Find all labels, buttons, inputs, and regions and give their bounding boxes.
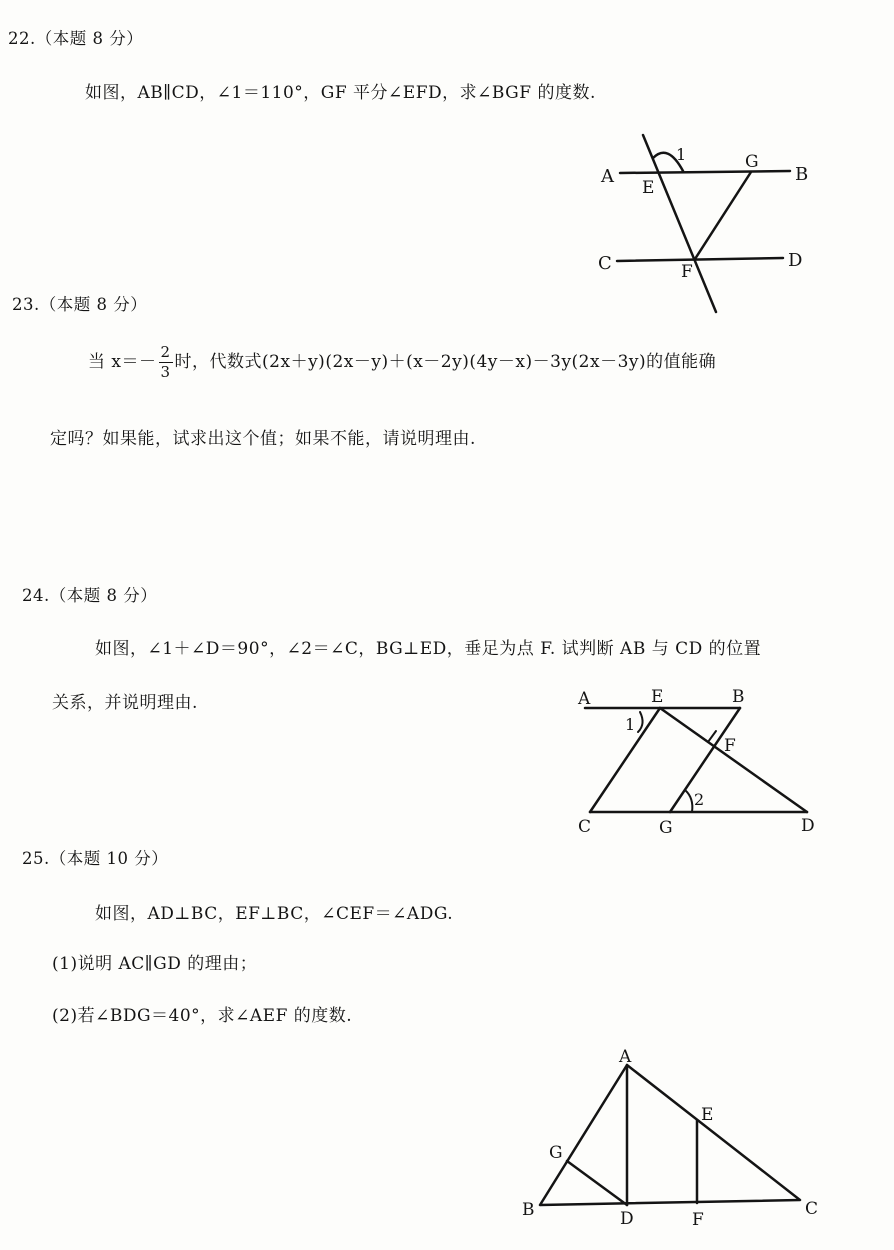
fig25-label-f: F [692,1210,704,1230]
fig24-label-angle1: 1 [625,715,636,734]
q25-line1: 如图，AD⊥BC，EF⊥BC，∠CEF＝∠ADG. [95,904,454,924]
fig24-label-e: E [651,687,664,707]
q23-line1-before: 当 x＝－ [88,352,157,372]
fig25-label-d: D [620,1209,634,1229]
fig22-label-g: G [745,152,759,172]
q24-line1: 如图，∠1＋∠D＝90°，∠2＝∠C，BG⊥ED，垂足为点 F. 试判断 AB 与 CD 的位置 [95,639,762,659]
fraction-denominator: 3 [160,363,171,381]
fig25-label-a: A [619,1047,632,1067]
q24-line2: 关系，并说明理由. [52,693,198,713]
fig24-label-c: C [578,817,592,837]
q25-part1: (1)说明 AC∥GD 的理由； [52,954,258,974]
q25-heading: 25.（本题 10 分） [22,849,169,868]
fig25-label-e: E [701,1105,714,1125]
fig24-label-b: B [732,687,745,707]
q23-line2: 定吗？如果能，试求出这个值；如果不能，请说明理由. [50,429,476,449]
segment-gd [567,1161,627,1205]
fig22-label-b: B [795,164,809,185]
q25-part2: (2)若∠BDG＝40°，求∠AEF 的度数. [52,1006,353,1026]
fig25-label-c: C [805,1199,819,1219]
q23-heading: 23.（本题 8 分） [12,295,148,314]
fig22-label-d: D [788,250,803,271]
fig22-label-f: F [681,262,693,282]
fig24-label-g: G [659,818,673,838]
q22-heading: 22.（本题 8 分） [8,29,144,48]
q22-statement: 如图，AB∥CD，∠1＝110°，GF 平分∠EFD，求∠BGF 的度数. [85,83,596,103]
fig24-label-angle2: 2 [694,790,705,809]
fig22-label-c: C [598,253,612,274]
q24-heading: 24.（本题 8 分） [22,586,158,605]
fig22-label-e: E [642,178,655,198]
fig24-label-d: D [801,816,815,836]
fig22-label-a: A [601,166,614,187]
q23-line1-after: 时，代数式(2x＋y)(2x－y)＋(x－2y)(4y－x)－3y(2x－3y)的值能确 [174,352,717,372]
fraction-numerator: 2 [160,343,171,361]
fig24-label-a: A [578,689,591,709]
fig24-label-f: F [724,736,736,756]
triangle-abc [540,1065,800,1205]
fig25-label-g: G [549,1143,563,1163]
fig25-label-b: B [522,1200,535,1220]
fig22-label-angle1: 1 [676,145,687,164]
